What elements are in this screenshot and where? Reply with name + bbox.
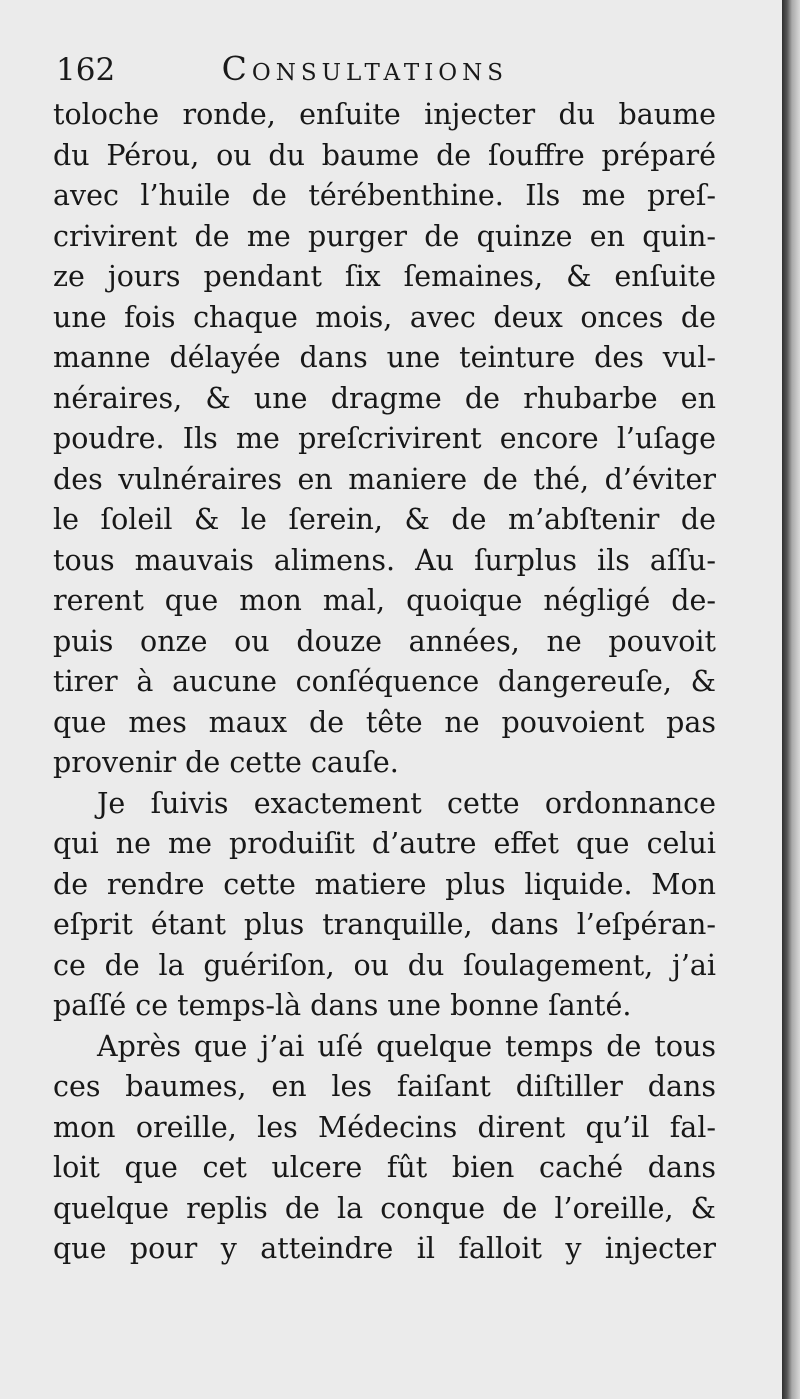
text-line: Je ſuivis exactement cette ordonnance — [97, 786, 716, 820]
page-number: 162 — [56, 52, 116, 88]
text-line: ces baumes, en les faiſant diſtiller dans — [53, 1070, 716, 1103]
text-line: avec l’huile de térébenthine. Ils me preſ- — [53, 179, 716, 212]
text-line: tirer à aucune conſéquence dangereuſe, & — [53, 665, 716, 698]
text-line: qui ne me produiſit d’autre effet que celui — [53, 827, 716, 860]
text-line: une fois chaque mois, avec deux onces de — [53, 300, 716, 334]
text-line: des vulnéraires en maniere de thé, d’éviter — [53, 462, 716, 496]
text-line: loit que cet ulcere fût bien caché dans — [53, 1151, 716, 1184]
text-line: poudre. Ils me preſcrivirent encore l’uſage — [53, 422, 716, 455]
text-line: Après que j’ai uſé quelque temps de tous — [97, 1029, 716, 1063]
text-line: que mes maux de tête ne pouvoient pas — [53, 705, 716, 739]
text-line: mon oreille, les Médecins dirent qu’il fal- — [53, 1110, 716, 1144]
page-edge-shadow — [782, 0, 800, 1399]
text-line: du Pérou, ou du baume de ſouffre préparé — [53, 138, 716, 172]
page-header — [56, 44, 696, 94]
text-line: eſprit étant plus tranquille, dans l’eſpéran- — [53, 908, 716, 941]
text-line: néraires, & une dragme de rhubarbe en — [53, 381, 716, 415]
text-line: ze jours pendant ſix ſemaines, & enſuite — [53, 260, 716, 293]
text-line: tous mauvais alimens. Au ſurplus ils aſſu- — [53, 543, 716, 577]
text-line: rerent que mon mal, quoique négligé de- — [53, 584, 716, 617]
running-title: Consultations — [221, 49, 509, 88]
text-line: paſſé ce temps-là dans une bonne ſanté. — [53, 989, 632, 1022]
text-line: provenir de cette cauſe. — [53, 746, 399, 779]
text-line: quelque replis de la conque de l’oreille, & — [53, 1191, 716, 1225]
text-line: toloche ronde, enſuite injecter du baume — [53, 98, 716, 131]
text-line: crivirent de me purger de quinze en quin- — [53, 219, 716, 253]
text-line: que pour y atteindre il falloit y injecter — [53, 1232, 716, 1265]
text-line: puis onze ou douze années, ne pouvoit — [53, 624, 716, 658]
text-line: manne délayée dans une teinture des vul- — [53, 341, 716, 374]
text-line: le ſoleil & le ſerein, & de m’abſtenir de — [53, 503, 716, 536]
text-line: de rendre cette matiere plus liquide. Mon — [53, 867, 716, 901]
text-line: ce de la guériſon, ou du ſoulagement, j’ai — [53, 948, 716, 982]
body-text — [53, 95, 716, 1270]
